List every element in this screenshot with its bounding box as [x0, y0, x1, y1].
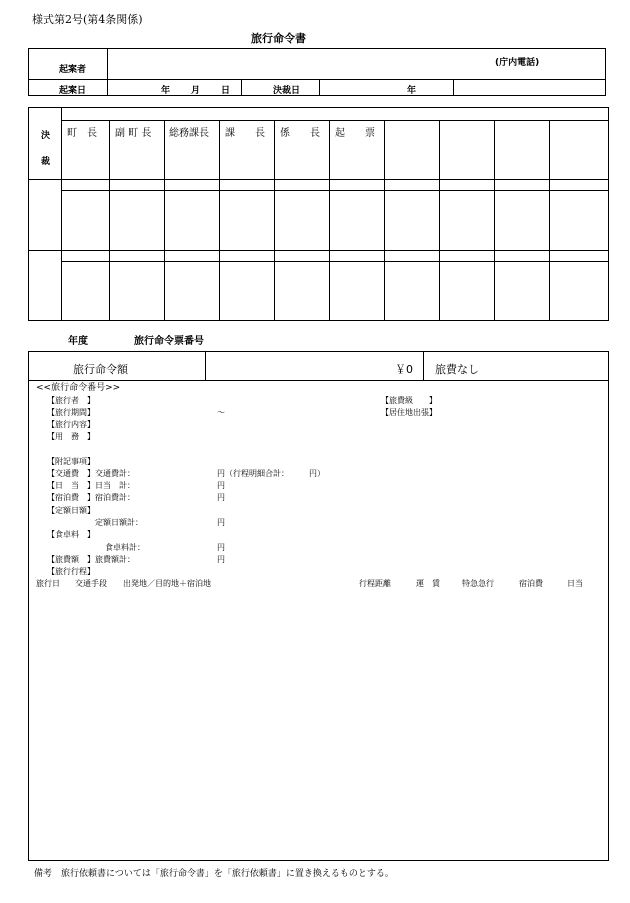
decision-year-label: 年	[407, 86, 417, 96]
fixed-daily-yen: 円	[217, 518, 225, 527]
draft-date-label: 起案日	[59, 86, 87, 96]
approval-col-section-chief: 課 長	[225, 128, 265, 139]
itinerary-col-distance: 行程距離	[359, 579, 391, 588]
fixed-daily-total: 定額日額計：	[95, 518, 143, 527]
lodging-label: 【宿泊費 】宿泊費計：	[47, 493, 135, 502]
approval-col-subsection-chief: 係 長	[280, 128, 320, 139]
period-label: 【旅行期間】	[47, 408, 95, 417]
traveler-label: 【旅行者 】	[47, 396, 95, 405]
grade-label: 【旅費級 】	[381, 396, 437, 405]
meal-yen: 円	[217, 543, 225, 552]
meal-label: 【食卓料 】	[47, 530, 95, 539]
meal-total: 食卓料計：	[105, 543, 145, 552]
transport-label: 【交通費 】交通費計：	[47, 469, 135, 478]
order-number-label: 旅行命令票番号	[134, 336, 204, 347]
itinerary-col-lodging: 宿泊費	[519, 579, 543, 588]
lodging-yen: 円	[217, 493, 225, 502]
document-title: 旅行命令書	[251, 32, 306, 45]
itinerary-col-means: 交通手段	[75, 579, 107, 588]
approval-label-1: 決	[41, 131, 51, 141]
itinerary-label: 【旅行行程】	[47, 567, 95, 576]
order-number-heading: <<旅行命令番号>>	[36, 383, 121, 393]
phone-label: (庁内電話)	[495, 58, 540, 68]
content-label: 【旅行内容】	[47, 420, 95, 429]
transport-yen: 円（行程明細合計： 円）	[217, 469, 325, 478]
draft-year-label: 年	[161, 86, 171, 96]
order-detail-section	[28, 351, 609, 861]
draft-day-label: 日	[221, 86, 231, 96]
drafter-section	[28, 48, 606, 96]
amount-label: 旅行命令額	[73, 363, 128, 376]
amount-value: ￥0	[395, 363, 413, 376]
daily-yen: 円	[217, 481, 225, 490]
fiscal-year-label: 年度	[68, 336, 88, 347]
draft-month-label: 月	[191, 86, 201, 96]
approval-section	[28, 107, 609, 321]
residence-label: 【居住地出張】	[381, 408, 437, 417]
itinerary-col-express: 特急急行	[462, 579, 494, 588]
drafter-label: 起案者	[59, 65, 87, 75]
approval-col-deputy-mayor: 副 町 長	[115, 128, 152, 139]
purpose-label: 【用 務 】	[47, 432, 95, 441]
daily-label: 【日 当 】日当 計：	[47, 481, 135, 490]
itinerary-col-route: 出発地／目的地＋宿泊地	[123, 579, 211, 588]
footer-note: 備考 旅行依頼書については「旅行命令書」を「旅行依頼書」に置き換えるものとする。	[34, 869, 394, 879]
approval-label-2: 裁	[41, 157, 51, 167]
amount-status: 旅費なし	[435, 363, 479, 376]
expense-label: 【旅費額 】旅費額計：	[47, 555, 135, 564]
fixed-daily-label: 【定額日額】	[47, 506, 95, 515]
itinerary-col-fare: 運 賃	[416, 579, 440, 588]
notes-label: 【附記事項】	[47, 457, 95, 466]
decision-date-label: 決裁日	[273, 86, 301, 96]
approval-col-mayor: 町 長	[67, 128, 97, 139]
period-tilde: ～	[217, 408, 225, 417]
itinerary-col-date: 旅行日	[36, 579, 60, 588]
expense-yen: 円	[217, 555, 225, 564]
approval-col-drafter: 起 票	[335, 128, 375, 139]
form-number: 様式第2号(第4条関係)	[32, 13, 143, 26]
itinerary-col-daily: 日当	[567, 579, 583, 588]
approval-col-general-affairs: 総務課長	[169, 128, 209, 139]
